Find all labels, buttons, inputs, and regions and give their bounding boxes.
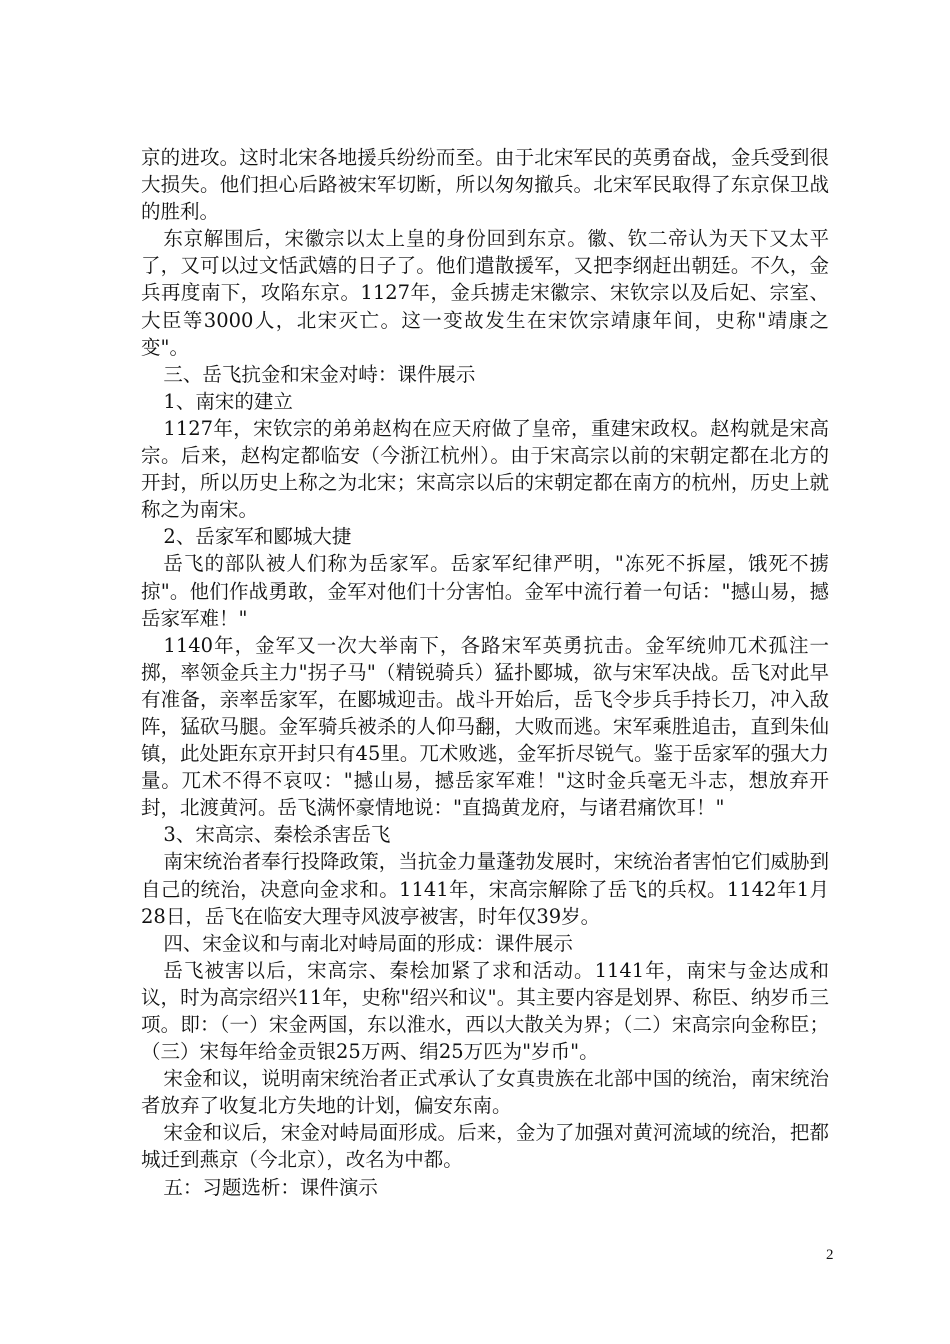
paragraph-confrontation: 宋金和议后，宋金对峙局面形成。后来，金为了加强对黄河流域的统治，把都城迁到燕京（今北京），改名为中都。 (141, 1121, 829, 1172)
paragraph-continuation: 京的进攻。这时北宋各地援兵纷纷而至。由于北宋军民的英勇奋战，金兵受到很大损失。他们担心后路被宋军切断，所以匆匆撤兵。北宋军民取得了东京保卫战的胜利。 (141, 146, 829, 224)
subheading-southern-song: 1、南宋的建立 (163, 389, 293, 413)
paragraph-treaty-meaning: 宋金和议，说明南宋统治者正式承认了女真贵族在北部中国的统治，南宋统治者放弃了收复北方失地的计划，偏安东南。 (141, 1067, 829, 1118)
subheading-yue-fei-killed: 3、宋高宗、秦桧杀害岳飞 (163, 823, 391, 847)
paragraph-dongjing-relief: 东京解围后，宋徽宗以太上皇的身份回到东京。徽、钦二帝认为天下又太平了，又可以过文恬武嬉的日子了。他们遣散援军，又把李纲赶出朝廷。不久，金兵再度南下，攻陷东京。1127年，金兵掳走宋徽宗、宋钦宗以及后妃、宗室、大臣等3000人，北宋灭亡。这一变故发生在宋饮宗靖康年间，史称"靖康之变"。 (141, 227, 829, 359)
paragraph-shaoxing-treaty: 岳飞被害以后，宋高宗、秦桧加紧了求和活动。1141年，南宋与金达成和议，时为高宗绍兴11年，史称"绍兴和议"。其主要内容是划界、称臣、纳岁币三项。即：（一）宋金两国，东以淮水，西以大散关为界；（二）宋高宗向金称臣；（三）宋每年给金贡银25万两、绢25万匹为"岁币"。 (141, 958, 829, 1064)
paragraph-southern-song: 1127年，宋钦宗的弟弟赵构在应天府做了皇帝，重建宋政权。赵构就是宋高宗。后来，赵构定都临安（今浙江杭州）。由于宋高宗以前的宋朝定都在北方的开封，所以历史上称之为北宋；宋高宗以后的宋朝定都在南方的杭州，历史上就称之为南宋。 (141, 416, 829, 522)
section-heading-4: 四、宋金议和与南北对峙局面的形成：课件展示 (163, 931, 573, 955)
paragraph-yue-army: 岳飞的部队被人们称为岳家军。岳家军纪律严明，"冻死不拆屋，饿死不掳掠"。他们作战勇敢，金军对他们十分害怕。金军中流行着一句话："撼山易，撼岳家军难！" (141, 552, 829, 630)
document-body (141, 144, 829, 1201)
paragraph-yancheng-battle: 1140年，金军又一次大举南下，各路宋军英勇抗击。金军统帅兀术孤注一掷，率领金兵主力"拐子马"（精锐骑兵）猛扑郾城，欲与宋军决战。岳飞对此早有准备，亲率岳家军，在郾城迎击。战斗开始后，岳飞令步兵手持长刀，冲入敌阵，猛砍马腿。金军骑兵被杀的人仰马翻，大败而逃。宋军乘胜追击，直到朱仙镇，此处距东京开封只有45里。兀术败逃，金军折尽锐气。鉴于岳家军的强大力量。兀术不得不哀叹："撼山易，撼岳家军难！"这时金兵毫无斗志，想放弃开封，北渡黄河。岳飞满怀豪情地说："直捣黄龙府，与诸君痛饮耳！" (141, 633, 829, 820)
section-heading-5: 五：习题选析：课件演示 (163, 1175, 378, 1199)
subheading-yue-army: 2、岳家军和郾城大捷 (163, 525, 352, 549)
section-heading-3: 三、岳飞抗金和宋金对峙：课件展示 (163, 362, 476, 386)
paragraph-yue-fei-killed: 南宋统治者奉行投降政策，当抗金力量蓬勃发展时，宋统治者害怕它们威胁到自己的统治，决意向金求和。1141年，宋高宗解除了岳飞的兵权。1142年1月28日，岳飞在临安大理寺风波亭被害，时年仅39岁。 (141, 850, 829, 928)
page-number: 2 (826, 1247, 834, 1263)
